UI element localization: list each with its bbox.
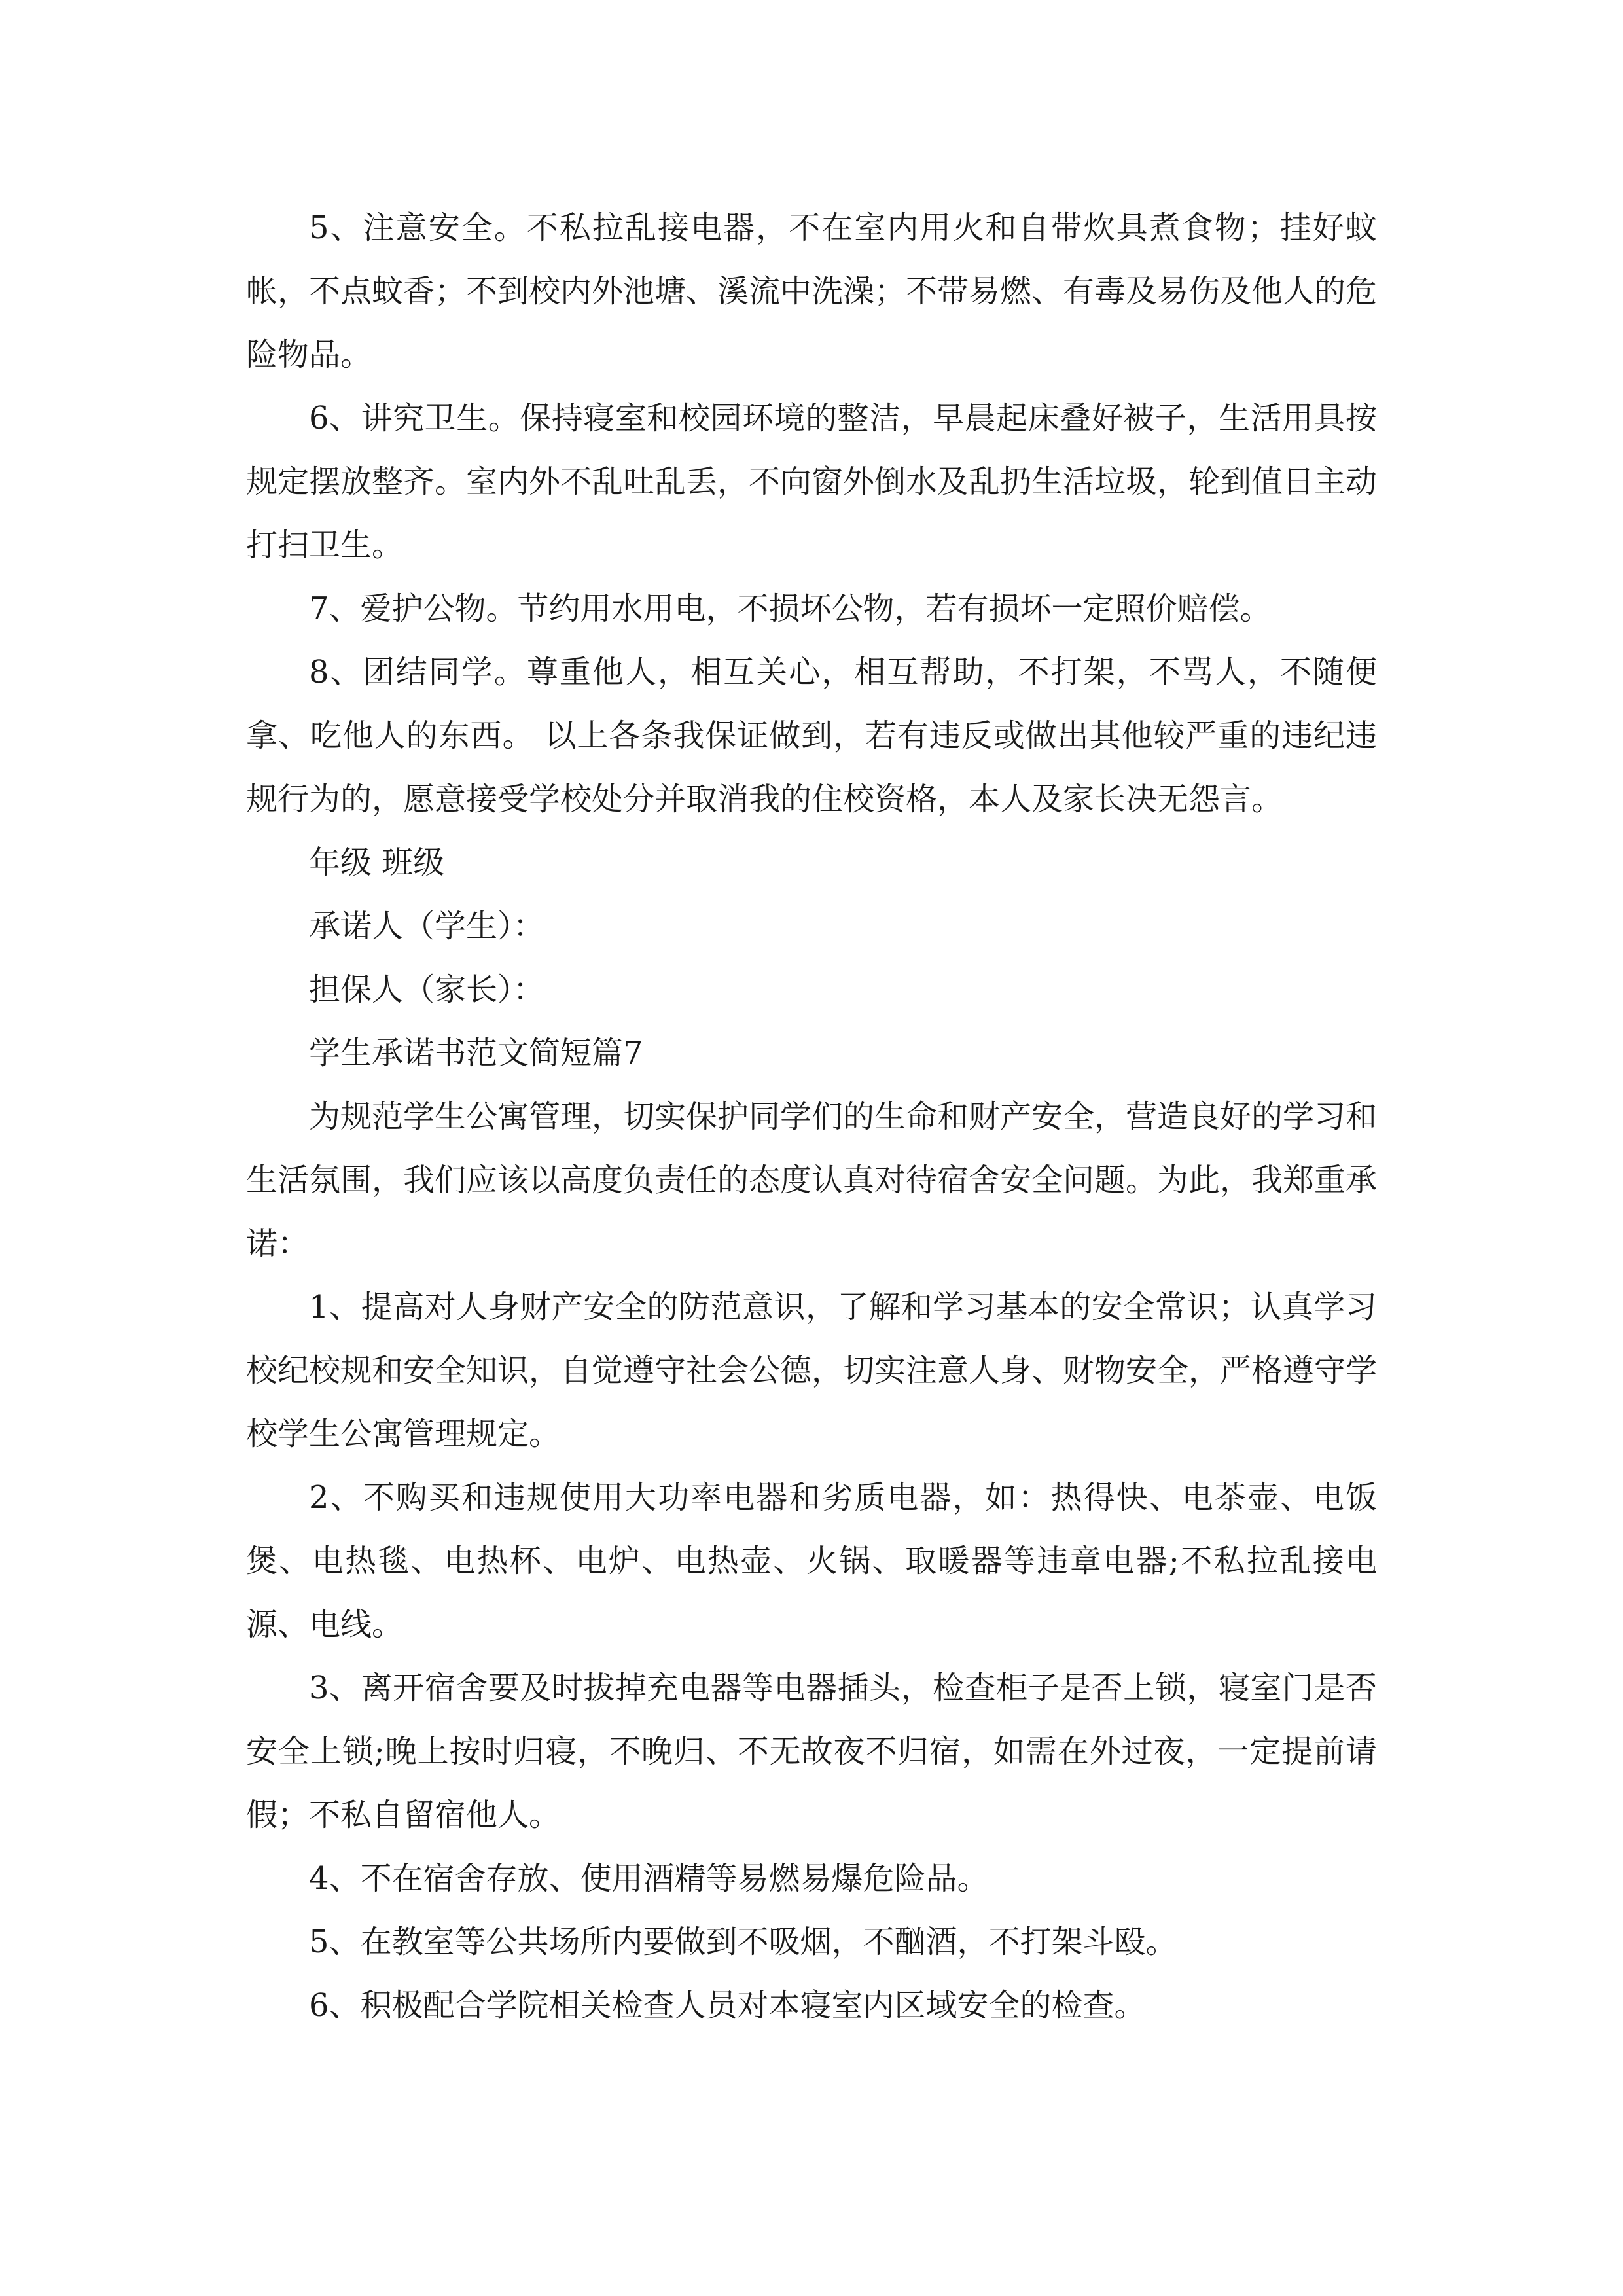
promisor-student-line: 承诺人（学生）： [309,908,545,944]
paragraph-rule-5: 5、注意安全。不私拉乱接电器，不在室内用火和自带炊具煮食物；挂好蚊帐，不点蚊香；不到校内外池塘、溪流中洗澡；不带易燃、有毒及易伤及他人的危险物品。 [246,209,1378,373]
paragraph-rule-6: 6、讲究卫生。保持寝室和校园环境的整洁，早晨起床叠好被子，生活用具按规定摆放整齐。室内外不乱吐乱丢，不向窗外倒水及乱扔生活垃圾，轮到值日主动打扫卫生。 [246,400,1378,564]
paragraph-pledge-5: 5、在教室等公共场所内要做到不吸烟，不酗酒，不打架斗殴。 [309,1924,1177,1960]
paragraph-pledge-4: 4、不在宿舍存放、使用酒精等易燃易爆危险品。 [309,1860,989,1897]
paragraph-rule-7: 7、爱护公物。节约用水用电，不损坏公物，若有损坏一定照价赔偿。 [309,590,1272,627]
paragraph-rule-8: 8、团结同学。尊重他人，相互关心，相互帮助，不打架，不骂人，不随便拿、吃他人的东西。 以上各条我保证做到，若有违反或做出其他较严重的违纪违规行为的，愿意接受学校处分并取消我的住校资格，本人及家长决无怨言。 [246,654,1377,817]
grade-class-line: 年级 班级 [309,844,445,881]
paragraph-pledge-1: 1、提高对人身财产安全的防范意识，了解和学习基本的安全常识；认真学习校纪校规和安全知识，自觉遵守社会公德，切实注意人身、财物安全，严格遵守学校学生公寓管理规定。 [246,1289,1378,1452]
paragraph-intro: 为规范学生公寓管理，切实保护同学们的生命和财产安全，营造良好的学习和生活氛围，我们应该以高度负责任的态度认真对待宿舍安全问题。为此，我郑重承诺： [246,1098,1378,1262]
document-body [246,196,1377,2037]
paragraph-pledge-3: 3、离开宿舍要及时拔掉充电器等电器插头，检查柜子是否上锁，寝室门是否安全上锁;晚上按时归寝，不晚归、不无故夜不归宿，如需在外过夜，一定提前请假；不私自留宿他人。 [246,1670,1377,1833]
paragraph-pledge-6: 6、积极配合学院相关检查人员对本寝室内区域安全的检查。 [309,1987,1146,2024]
guarantor-parent-line: 担保人（家长）： [309,971,545,1008]
paragraph-pledge-2: 2、不购买和违规使用大功率电器和劣质电器，如：热得快、电茶壶、电饭煲、电热毯、电热杯、电炉、电热壶、火锅、取暖器等违章电器;不私拉乱接电源、电线。 [246,1479,1377,1643]
section-heading: 学生承诺书范文简短篇7 [309,1035,643,1071]
